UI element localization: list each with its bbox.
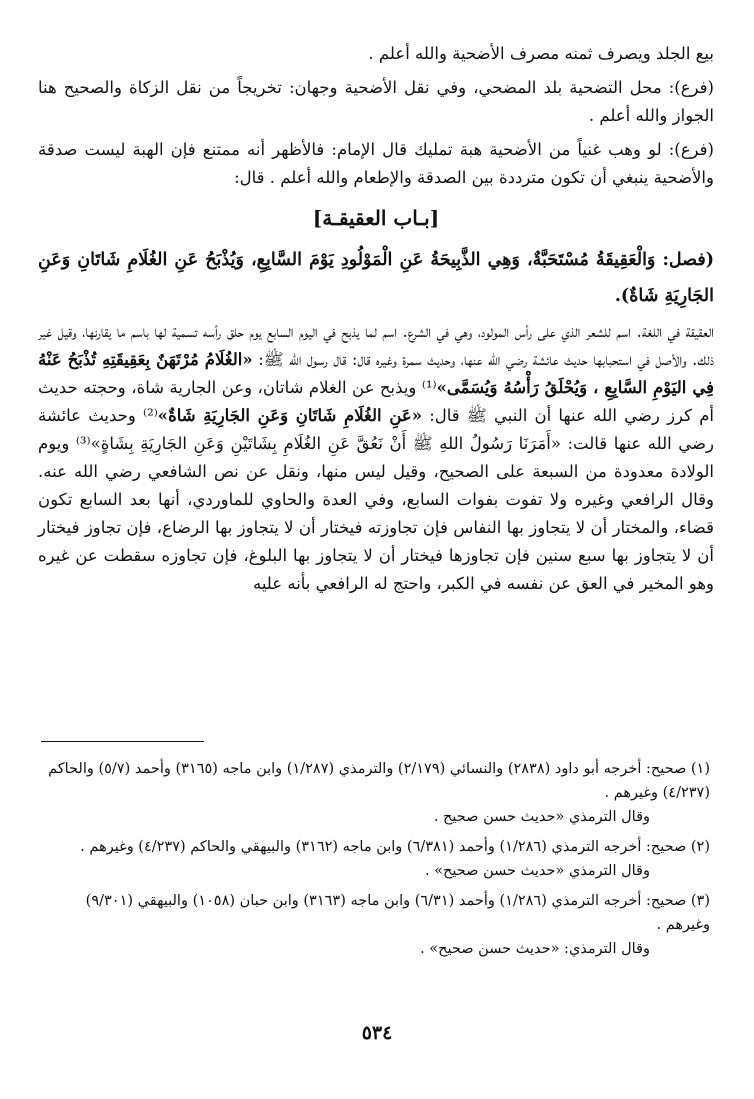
opening-line: بيع الجلد ويصرف ثمنه مصرف الأضحية والله أعلم .	[368, 44, 714, 63]
footnote-verdict: وقال الترمذي «حديث حسن صحيح .	[433, 809, 650, 825]
hadith-quote-1: «الغُلَامُ مُرْتَهَنٌ بِعَقِيقَتِهِ تُذْبَحُ عَنْهُ فِي اليَوْمِ السَّابِعِ ، وَيُحْلَقُ رَأْسُهُ وَيُسَمَّى»	[38, 350, 714, 397]
footnote-separator	[41, 741, 204, 742]
footnotes	[38, 757, 710, 967]
footnote-2	[38, 835, 710, 883]
footnote-3	[38, 889, 710, 961]
fara-paragraph-2: (فرع): لو وهب غنياً من الأضحية هبة تمليك قال الإمام: فالأظهر أنه ممتنع فإن الهبة ليست صدقة والأضحية ينبغي أن تكون مترددة بين الصدقة والإطعام والله أعلم . قال:	[38, 140, 714, 187]
commentary-part-2: ⁽¹⁾ ويذبح عن الغلام شاتان، وعن الجارية شاة، وحجته حديث أم كرز رضي الله عنها أن النبي ﷺ قال:	[38, 378, 714, 425]
fara-paragraph-1: (فرع): محل التضحية بلد المضحي، وفي نقل الأضحية وجهان: تخريجاً من نقل الزكاة والصحيح هنا الجواز والله أعلم .	[38, 78, 714, 125]
footnote-text: (٢) صحيح: أخرجه الترمذي (١/٢٨٦) وأحمد (٦/٣٨١) وابن ماجه (٣١٦٢) والبيهقي والحاكم (٤/٢٣٧) وغيرهم .	[80, 839, 710, 855]
footnote-text: (٣) صحيح: أخرجه الترمذي (١/٢٨٦) وأحمد (٦/٣١) وابن ماجه (٣١٦٣) وابن حبان (١٠٥٨) والبيهقي (٩/٣٠١) وغيرهم .	[85, 893, 710, 933]
hadith-quote-2: «عَنِ الغُلَامِ شَاتَانِ وَعَنِ الجَارِيَةِ شَاةٌ»	[157, 406, 423, 425]
chapter-heading: [بـاب العقيقـة]	[312, 206, 440, 230]
fasl-paragraph: (فصل: وَالْعَقِيقَةُ مُسْتَحَبَّةٌ، وَهِي الذَّبِيحَةُ عَنِ الْمَوْلُودِ يَوْمَ السَّابِعِ، وَيُذْبَحُ عَنِ الغُلَامِ شَاتَانِ وَعَنِ الجَارِيَةِ شَاةٌ).	[38, 250, 714, 306]
footnote-1	[38, 757, 710, 829]
main-text	[38, 40, 714, 598]
commentary-part-3: ⁽²⁾ وحديث عائشة رضي الله عنها قالت: «أَمَرَنَا رَسُولُ اللهِ ﷺ أَنْ نَعُقَّ عَنِ الغُلَامِ بِشَاتَيْنِ وَعَنِ الجَارِيَةِ بِشَاةٍ»⁽³⁾ ويوم الولادة معدودة من السبعة على الصحيح، وقيل ليس منها، ونقل عن نص الشافعي رضي الله عنه. وقال الرافعي وغيره ولا تفوت بفوات السابع، وفي العدة والحاوي للماوردي، أنها بعد السابع تكون قضاء، والمختار أن لا يتجاوز بها النفاس فإن تجاوزته فيختار أن لا يتجاوز بها الرضاع، فإن تجاوز فيختار أن لا يتجاوز بها سبع سنين فإن تجاوزها فيختار أن لا يتجاوز بها البلوغ، فإن تجاوزه سقطت عن غيره وهو المخير في العق عن نفسه في الكبر، واحتج له الرافعي بأنه عليه	[38, 406, 714, 593]
commentary-part-1: العقيقة في اللغة. اسم للشعر الذي على رأس المولود، وهي في الشرع. اسم لما يذبح في اليوم السابع يوم حلق رأسه تسمية لها باسم ما يقارنها، وقيل غير ذلك. والأصل في استحبابها حديث عائشة رضي الله عنها، وحديث سمرة وغيره قال: قال رسول الله ﷺ:	[38, 322, 715, 369]
page-number: ٥٣٤	[361, 1022, 393, 1044]
footnote-verdict: وقال الترمذي «حديث حسن صحيح» .	[424, 863, 650, 879]
commentary-paragraph	[38, 318, 714, 598]
footnote-verdict: وقال الترمذي: «حديث حسن صحيح» .	[420, 941, 650, 957]
footnote-text: (١) صحيح: أخرجه أبو داود (٢٨٣٨) والنسائي (٢/١٧٩) والترمذي (١/٢٨٧) وابن ماجه (٣١٦٥) وأحمد (٥/٧) والحاكم (٤/٢٣٧) وغيرهم .	[48, 761, 710, 801]
